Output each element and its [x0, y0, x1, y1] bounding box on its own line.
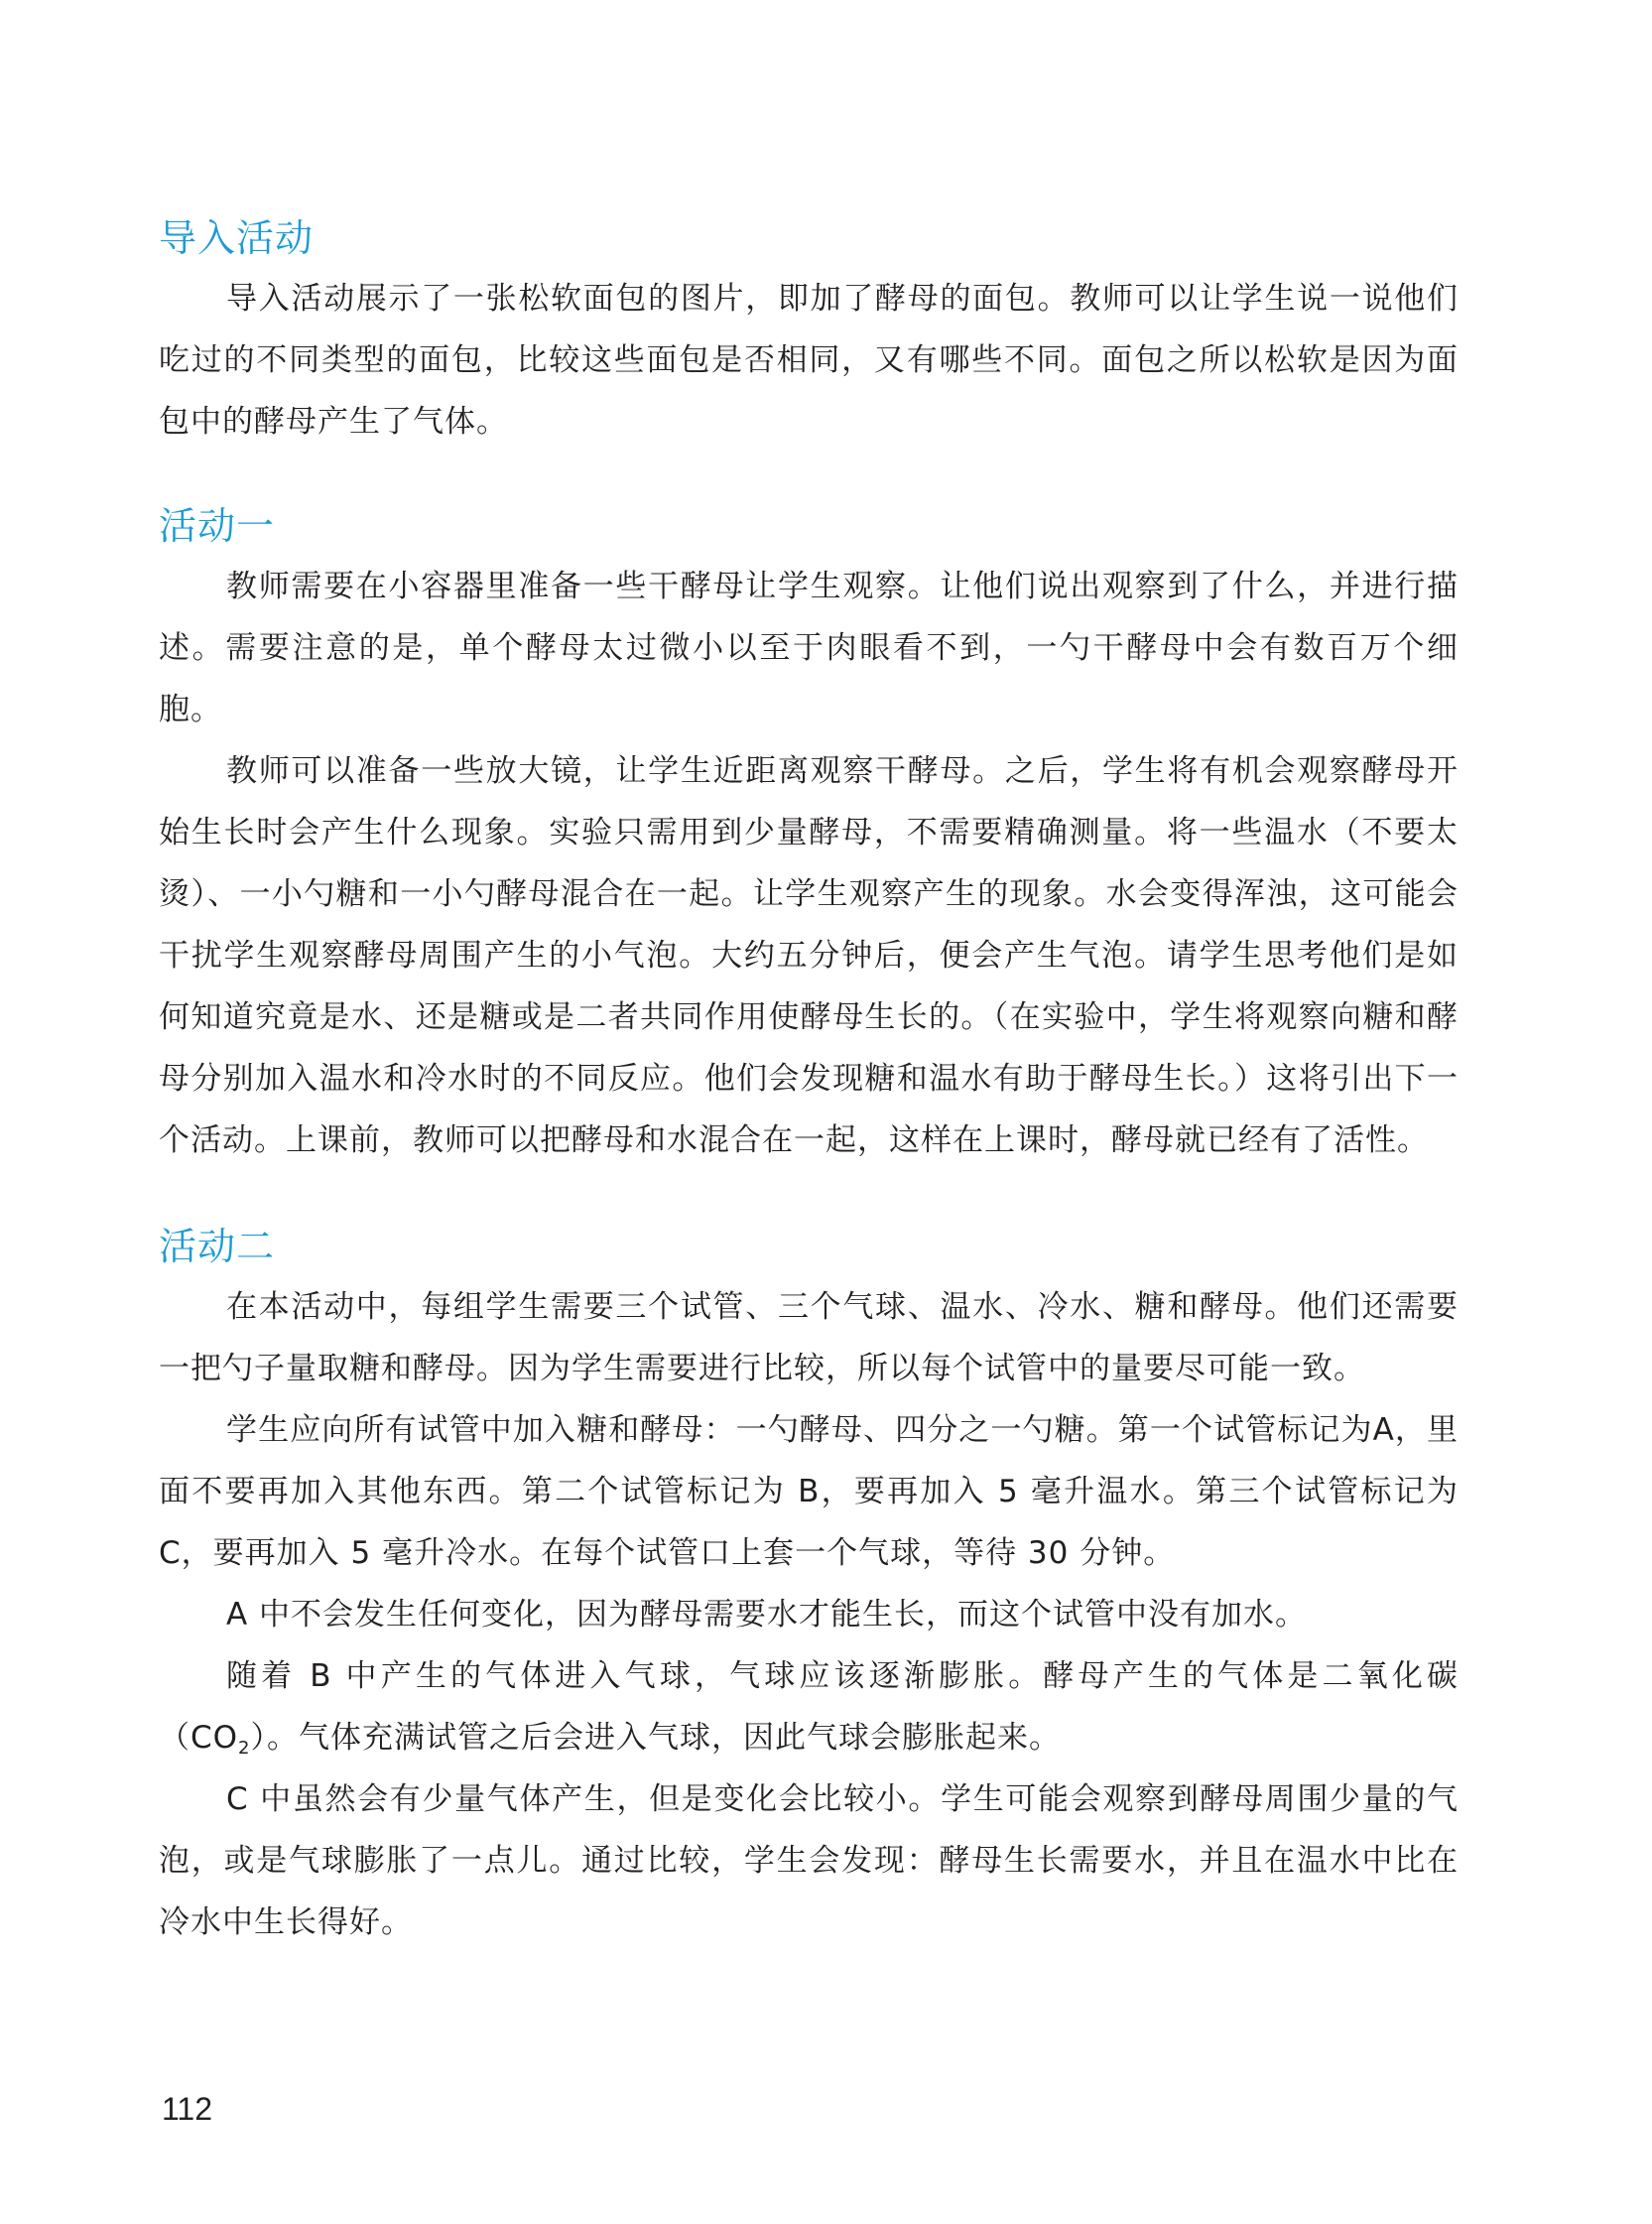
section-heading: 活动二	[159, 1225, 276, 1268]
section-intro-activity	[159, 208, 1459, 453]
paragraph: 导入活动展示了一张松软面包的图片，即加了酵母的面包。教师可以让学生说一说他们吃过的不同类型的面包，比较这些面包是否相同，又有哪些不同。面包之所以松软是因为面包中的酵母产生了气体。	[159, 281, 1459, 440]
co2-paragraph-before: 随着 B 中产生的气体进入气球，气球应该逐渐膨胀。酵母产生的气体是二氧化碳（CO	[159, 1658, 1459, 1756]
paragraph: A 中不会发生任何变化，因为酵母需要水才能生长，而这个试管中没有加水。	[226, 1597, 1308, 1633]
paragraph: C 中虽然会有少量气体产生，但是变化会比较小。学生可能会观察到酵母周围少量的气泡，或是气球膨胀了一点儿。通过比较，学生会发现：酵母生长需要水，并且在温水中比在冷水中生长得好。	[159, 1781, 1459, 1940]
co2-subscript: 2	[238, 1738, 251, 1759]
paragraph: 教师需要在小容器里准备一些干酵母让学生观察。让他们说出观察到了什么，并进行描述。需要注意的是，单个酵母太过微小以至于肉眼看不到，一勺干酵母中会有数百万个细胞。	[159, 569, 1459, 727]
section-activity-one	[159, 496, 1459, 1171]
section-heading: 导入活动	[159, 216, 315, 260]
co2-paragraph	[159, 1645, 1459, 1768]
section-heading: 活动一	[159, 504, 276, 548]
page-number: 112	[162, 2091, 213, 2127]
page-content	[159, 208, 1459, 1953]
paragraph: 教师可以准备一些放大镜，让学生近距离观察干酵母。之后，学生将有机会观察酵母开始生长时会产生什么现象。实验只需用到少量酵母，不需要精确测量。将一些温水（不要太烫）、一小勺糖和一小勺酵母混合在一起。让学生观察产生的现象。水会变得浑浊，这可能会干扰学生观察酵母周围产生的小气泡。大约五分钟后，便会产生气泡。请学生思考他们是如何知道究竟是水、还是糖或是二者共同作用使酵母生长的。（在实验中，学生将观察向糖和酵母分别加入温水和冷水时的不同反应。他们会发现糖和温水有助于酵母生长。）这将引出下一个活动。上课前，教师可以把酵母和水混合在一起，这样在上课时，酵母就已经有了活性。	[159, 753, 1459, 1158]
paragraph: 在本活动中，每组学生需要三个试管、三个气球、温水、冷水、糖和酵母。他们还需要一把勺子量取糖和酵母。因为学生需要进行比较，所以每个试管中的量要尽可能一致。	[159, 1289, 1459, 1386]
paragraph: 学生应向所有试管中加入糖和酵母：一勺酵母、四分之一勺糖。第一个试管标记为A，里面不要再加入其他东西。第二个试管标记为 B，要再加入 5 毫升温水。第三个试管标记为 C，要再加入 5 毫升冷水。在每个试管口上套一个气球，等待 30 分钟。	[159, 1412, 1459, 1571]
section-activity-two	[159, 1217, 1459, 1953]
co2-paragraph-after: ）。气体充满试管之后会进入气球，因此气球会膨胀起来。	[250, 1720, 1061, 1756]
